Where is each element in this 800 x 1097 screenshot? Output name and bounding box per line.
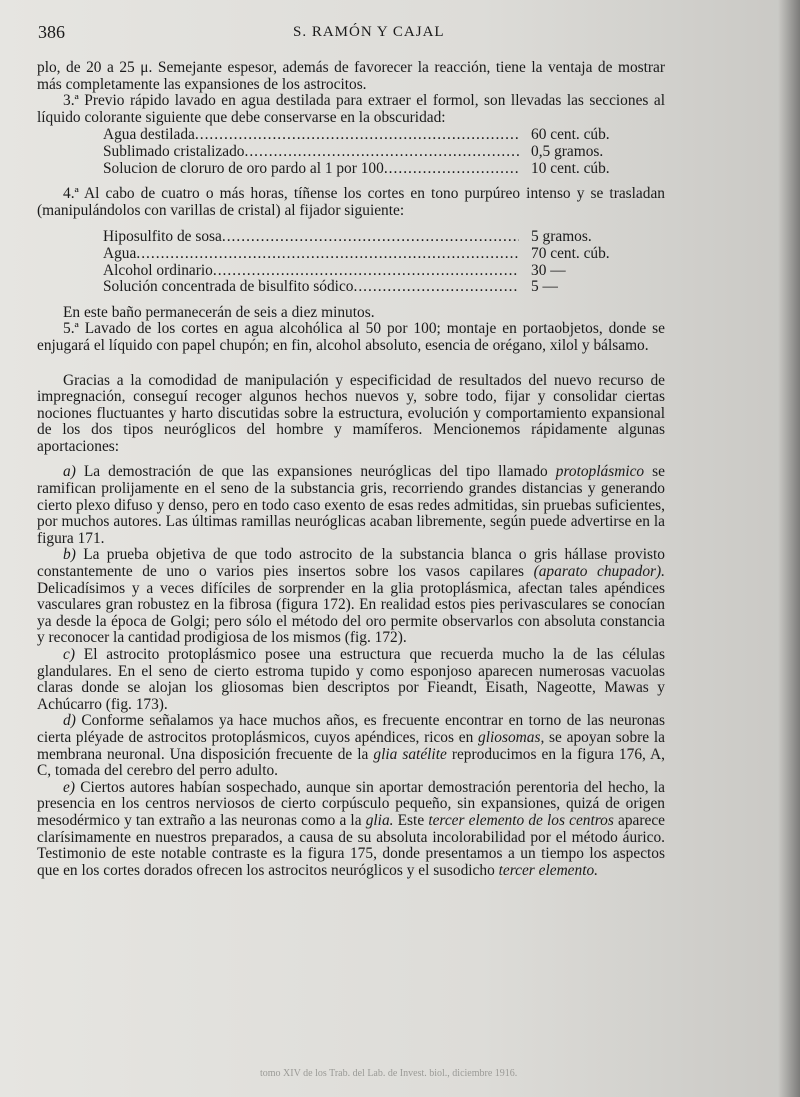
- recipe-row: [103, 229, 639, 246]
- item-text: reproducimos en la figura 176, A, C, tomada del cerebro del perro adulto.: [37, 745, 665, 780]
- paragraph-step-5: 5.ª Lavado de los cortes en agua alcohólica al 50 por 100; montaje en portaobjetos, donde se enjugará el líquido con papel chupón; en fin, alcohol absoluto, esencia de orégano, xilol y bálsamo.: [37, 320, 665, 354]
- ingredient-name: Solucion de cloruro de oro pardo al 1 por 100: [103, 159, 384, 177]
- ingredient-qty: 0,5 gramos.: [531, 142, 604, 160]
- item-label: c): [63, 646, 75, 663]
- spacer: [37, 219, 665, 228]
- paragraph: En este baño permanecerán de seis a diez minutos.: [63, 303, 375, 321]
- running-head: S. RAMÓN Y CAJAL: [293, 24, 445, 40]
- recipe-row: [103, 246, 639, 263]
- item-emphasis: gliosomas,: [478, 728, 545, 746]
- ingredient-name: Sublimado cristalizado: [103, 142, 245, 160]
- leader-dots: [353, 279, 519, 296]
- ingredient-qty: 30 —: [531, 261, 566, 279]
- ingredient-name: Agua destilada: [103, 126, 195, 144]
- item-label: b): [63, 546, 76, 564]
- leader-dots: [136, 246, 519, 263]
- ingredient-name: Agua: [103, 244, 137, 262]
- item-text: Delicadísimos y a veces difíciles de sorprender en la glia protoplásmica, afectan tales apéndices vasculares gran robustez en la fibrosa (figura 172). En realidad estos pies perivasculares se conocían ya desde la época de Golgi; pero sólo el método del oro permite observarlos con absoluta constancia y reconocer la cantidad prodigiosa de los mismos (fig. 172).: [37, 579, 665, 647]
- item-text: se ramifican prolijamente en el seno de la substancia gris, recorriendo grandes distancias y generando cierto plexo difuso y denso, pero en todo caso exento de esas redes admitidas, sin pruebas suficientes, por muchos autores. Las últimas ramillas neuróglicas acaban libremente, según puede advertirse en la figura 171.: [37, 463, 665, 547]
- ingredient-qty: 60 cent. cúb.: [531, 126, 610, 144]
- recipe-row: [103, 263, 639, 280]
- ingredient-qty: 5 gramos.: [531, 228, 592, 246]
- ingredient-name: Solución concentrada de bisulfito sódico: [103, 278, 354, 296]
- leader-dots: [244, 144, 519, 161]
- item-text: Conforme señalamos ya hace muchos años, es frecuente encontrar en torno de las neuronas cierta pléyade de astrocitos protoplásmicos, cuyos apéndices, ricos en: [37, 712, 665, 746]
- leader-dots: [222, 229, 519, 246]
- list-item-a: [37, 464, 665, 547]
- recipe-row: [103, 127, 639, 144]
- ingredient-qty: 5 —: [531, 278, 558, 296]
- recipe-row: [103, 161, 639, 178]
- list-item-e: [37, 780, 665, 880]
- ingredient-name: Hiposulfito de sosa: [103, 228, 222, 246]
- list-item-c: [37, 647, 665, 713]
- recipe-row: [103, 144, 639, 161]
- item-emphasis: tercer elemento de los centros: [428, 811, 614, 829]
- ingredient-qty: 10 cent. cúb.: [531, 159, 610, 177]
- recipe-colorante: [103, 127, 639, 177]
- bleed-through-footnote: tomo XIV de los Trab. del Lab. de Invest. biol., diciembre 1916.: [260, 1068, 518, 1079]
- page-edge-shadow: [778, 0, 800, 1097]
- item-text: El astrocito protoplásmico posee una estructura que recuerda mucho la de las células glandulares. En el seno de cierto estroma tupido y como esponjoso aparecen numerosas vacuolas claras donde se alojan los gliosomas bien descriptos por Fieandt, Eisath, Nageotte, Mawas y Achúcarro (fig. 173).: [37, 646, 665, 713]
- item-label: a): [63, 463, 76, 481]
- item-emphasis: glia.: [365, 811, 394, 829]
- recipe-row: [103, 279, 639, 296]
- item-emphasis: glia satélite: [373, 745, 447, 763]
- ingredient-qty: 70 cent. cúb.: [531, 244, 610, 262]
- recipe-fijador: [103, 229, 639, 295]
- item-text: Este: [393, 811, 429, 829]
- item-text: Ciertos autores habían sospechado, aunque sin aportar demostración perentoria del hecho, la presencia en los centros nerviosos de cierto corpúsculo pequeño, sin expansiones, quizá de origen mesodérmico y tan extraño a las neuronas como a la: [37, 778, 665, 829]
- list-item-d: [37, 713, 665, 779]
- paragraph-step-3: 3.ª Previo rápido lavado en agua destilada para extraer el formol, son llevadas las secciones al líquido colorante siguiente que debe conservarse en la obscuridad:: [37, 92, 665, 126]
- paragraph: plo, de 20 a 25 μ. Semejante espesor, además de favorecer la reacción, tiene la ventaja de mostrar más completamente las expansiones de los astrocitos.: [37, 59, 665, 93]
- page-header: [38, 22, 738, 46]
- page-number: 386: [38, 22, 65, 42]
- leader-dots: [213, 263, 519, 280]
- ingredient-name: Alcohol ordinario: [103, 261, 213, 279]
- item-text: La prueba objetiva de que todo astrocito de la substancia blanca o gris hállase provisto constantemente de uno o varios pies insertos sobre los vasos capilares: [37, 546, 665, 581]
- item-emphasis: (aparato chupador).: [533, 563, 665, 581]
- spacer: [37, 355, 665, 364]
- item-label: e): [63, 778, 75, 796]
- paragraph: Gracias a la comodidad de manipulación y especificidad de resultados del nuevo recurso de impregnación, conseguí recoger algunos hechos nuevos y, sobre todo, fijar y consolidar ciertas nociones fluctuantes y harto discutidas sobre la estructura, evolución y comportamiento expansional de los dos tipos neuróglicos del hombre y mamíferos. Mencionemos rápidamente algunas aportaciones:: [37, 371, 665, 455]
- item-emphasis: protoplásmico: [555, 463, 645, 481]
- item-emphasis: tercer elemento.: [498, 861, 599, 879]
- leader-dots: [384, 161, 519, 178]
- page-body: [37, 60, 665, 879]
- list-item-b: [37, 547, 665, 647]
- paragraph-step-4: 4.ª Al cabo de cuatro o más horas, tíñense los cortes en tono purpúreo intenso y se trasladan (manipulándolos con varillas de cristal) al fijador siguiente:: [37, 185, 665, 219]
- leader-dots: [195, 127, 519, 144]
- item-text: se apoyan sobre la membrana neuronal. Una disposición frecuente de la: [37, 728, 665, 763]
- item-text: aparece clarísimamente en nuestros preparados, a causa de su absoluta incolorabilidad por el método áurico. Testimonio de este notable contraste es la figura 175, donde presentamos a un tiempo los aspectos que en los cortes dorados ofrecen los astrocitos neuróglicos y el susodicho: [37, 811, 666, 879]
- item-label: d): [63, 712, 76, 730]
- item-text: La demostración de que las expansiones neuróglicas del tipo llamado: [75, 463, 556, 481]
